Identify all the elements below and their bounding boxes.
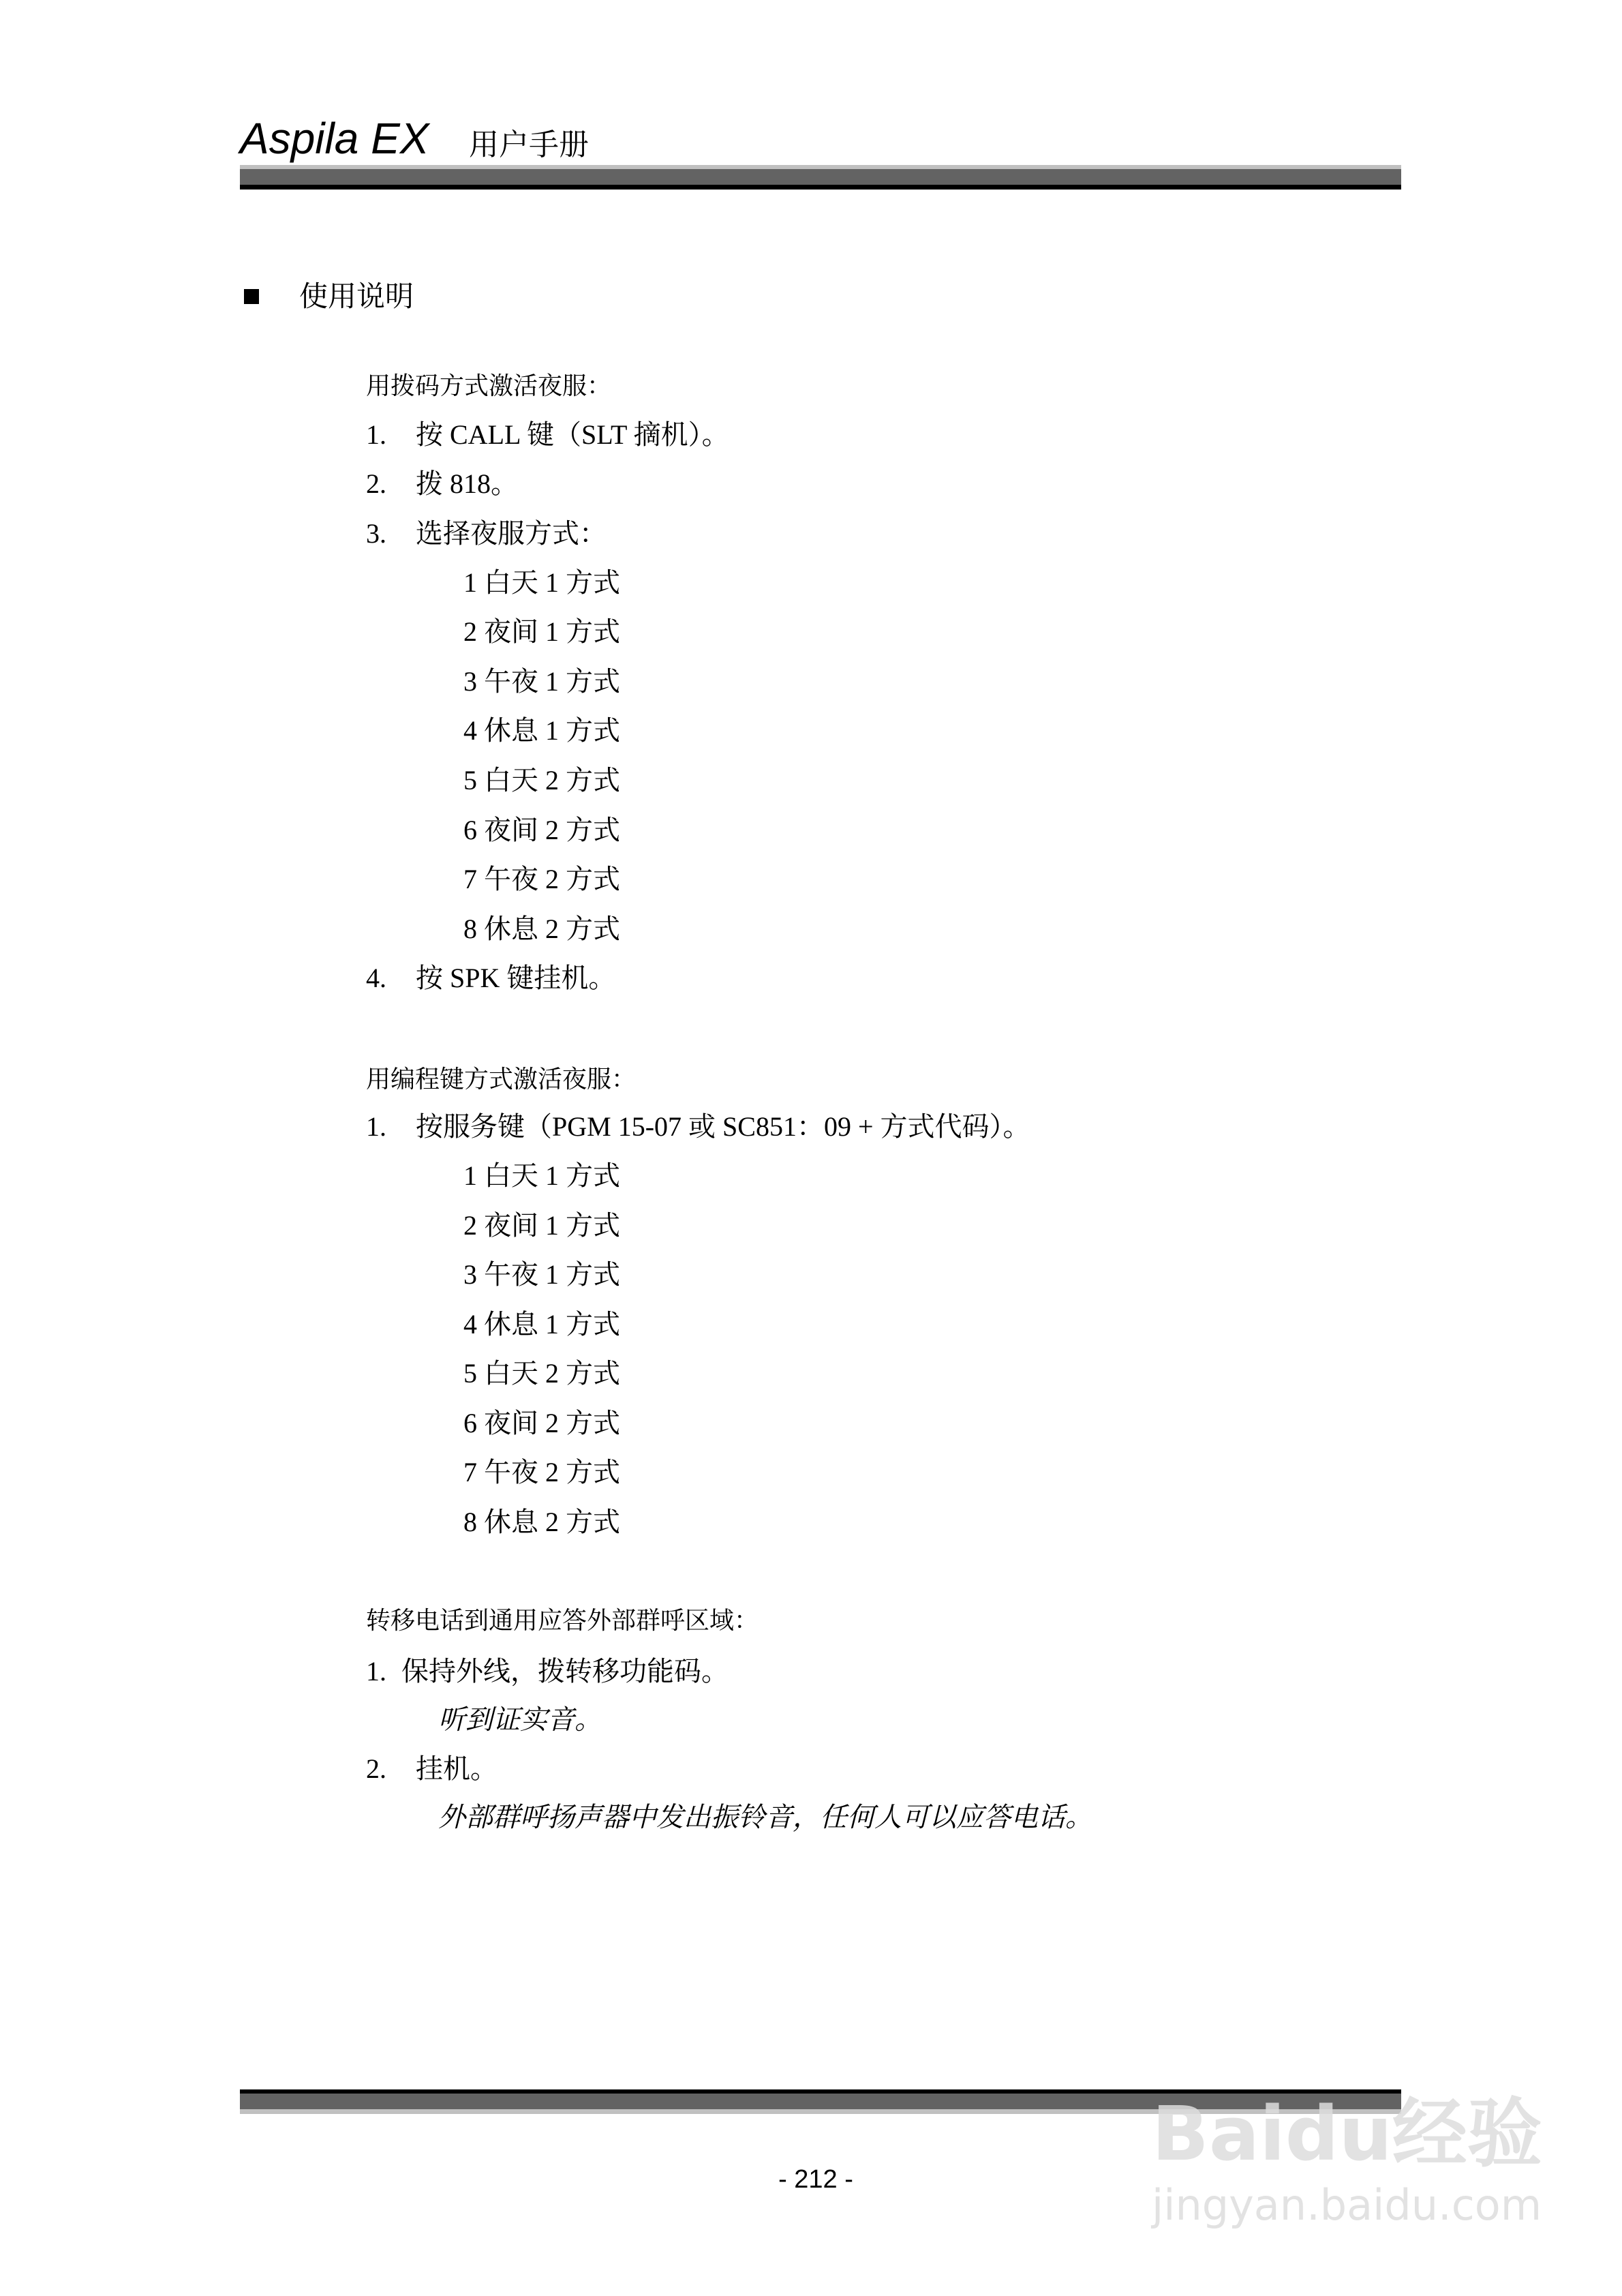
step-number: 2. xyxy=(366,468,386,499)
section-title: 使用说明 xyxy=(299,280,414,313)
step-text: 选择夜服方式： xyxy=(416,518,607,549)
block-heading: 用编程键方式激活夜服： xyxy=(366,1066,637,1093)
option-item: 5 白天 2 方式 xyxy=(463,765,620,796)
watermark-url: jingyan.baidu.com xyxy=(1152,2180,1542,2230)
step-number: 3. xyxy=(366,518,386,549)
product-name: Aspila EX xyxy=(240,114,429,163)
option-item: 7 午夜 2 方式 xyxy=(463,1457,620,1487)
page-number: - 212 - xyxy=(778,2165,853,2194)
option-item: 3 午夜 1 方式 xyxy=(463,666,620,697)
option-item: 8 休息 2 方式 xyxy=(463,913,620,944)
option-item: 2 夜间 1 方式 xyxy=(463,1210,620,1241)
block-heading: 转移电话到通用应答外部群呼区域： xyxy=(366,1607,759,1635)
bullet-square-icon xyxy=(244,289,259,304)
option-item: 1 白天 1 方式 xyxy=(463,1160,620,1191)
option-item: 2 夜间 1 方式 xyxy=(463,616,620,647)
step-text: 按服务键（PGM 15-07 或 SC851：09 + 方式代码）。 xyxy=(416,1111,1030,1142)
option-item: 4 休息 1 方式 xyxy=(463,715,620,746)
step-text: 挂机。 xyxy=(416,1753,498,1784)
step-text: 拨 818。 xyxy=(416,468,518,499)
step-text: 按 SPK 键挂机。 xyxy=(416,963,616,993)
option-item: 7 午夜 2 方式 xyxy=(463,864,620,894)
baidu-watermark xyxy=(1152,2066,1542,2229)
option-item: 8 休息 2 方式 xyxy=(463,1507,620,1537)
step-text: 按 CALL 键（SLT 摘机）。 xyxy=(416,419,729,450)
option-item: 5 白天 2 方式 xyxy=(463,1358,620,1389)
step-text: 保持外线，拨转移功能码。 xyxy=(401,1656,729,1687)
step-number: 4. xyxy=(366,963,386,993)
step-number: 2. xyxy=(366,1753,386,1784)
step-note: 听到证实音。 xyxy=(438,1704,602,1735)
option-item: 6 夜间 2 方式 xyxy=(463,815,620,845)
document-title: 用户手册 xyxy=(469,127,589,162)
option-item: 4 休息 1 方式 xyxy=(463,1309,620,1340)
block-heading: 用拨码方式激活夜服： xyxy=(366,372,612,400)
step-note: 外部群呼扬声器中发出振铃音，任何人可以应答电话。 xyxy=(438,1802,1092,1832)
step-number: 1. xyxy=(366,1111,386,1142)
option-item: 6 夜间 2 方式 xyxy=(463,1408,620,1438)
step-number: 1. xyxy=(366,419,386,450)
option-item: 3 午夜 1 方式 xyxy=(463,1259,620,1290)
step-number: 1. xyxy=(366,1656,386,1687)
watermark-brand: Baidu经验 xyxy=(1152,2090,1542,2177)
option-item: 1 白天 1 方式 xyxy=(463,567,620,598)
